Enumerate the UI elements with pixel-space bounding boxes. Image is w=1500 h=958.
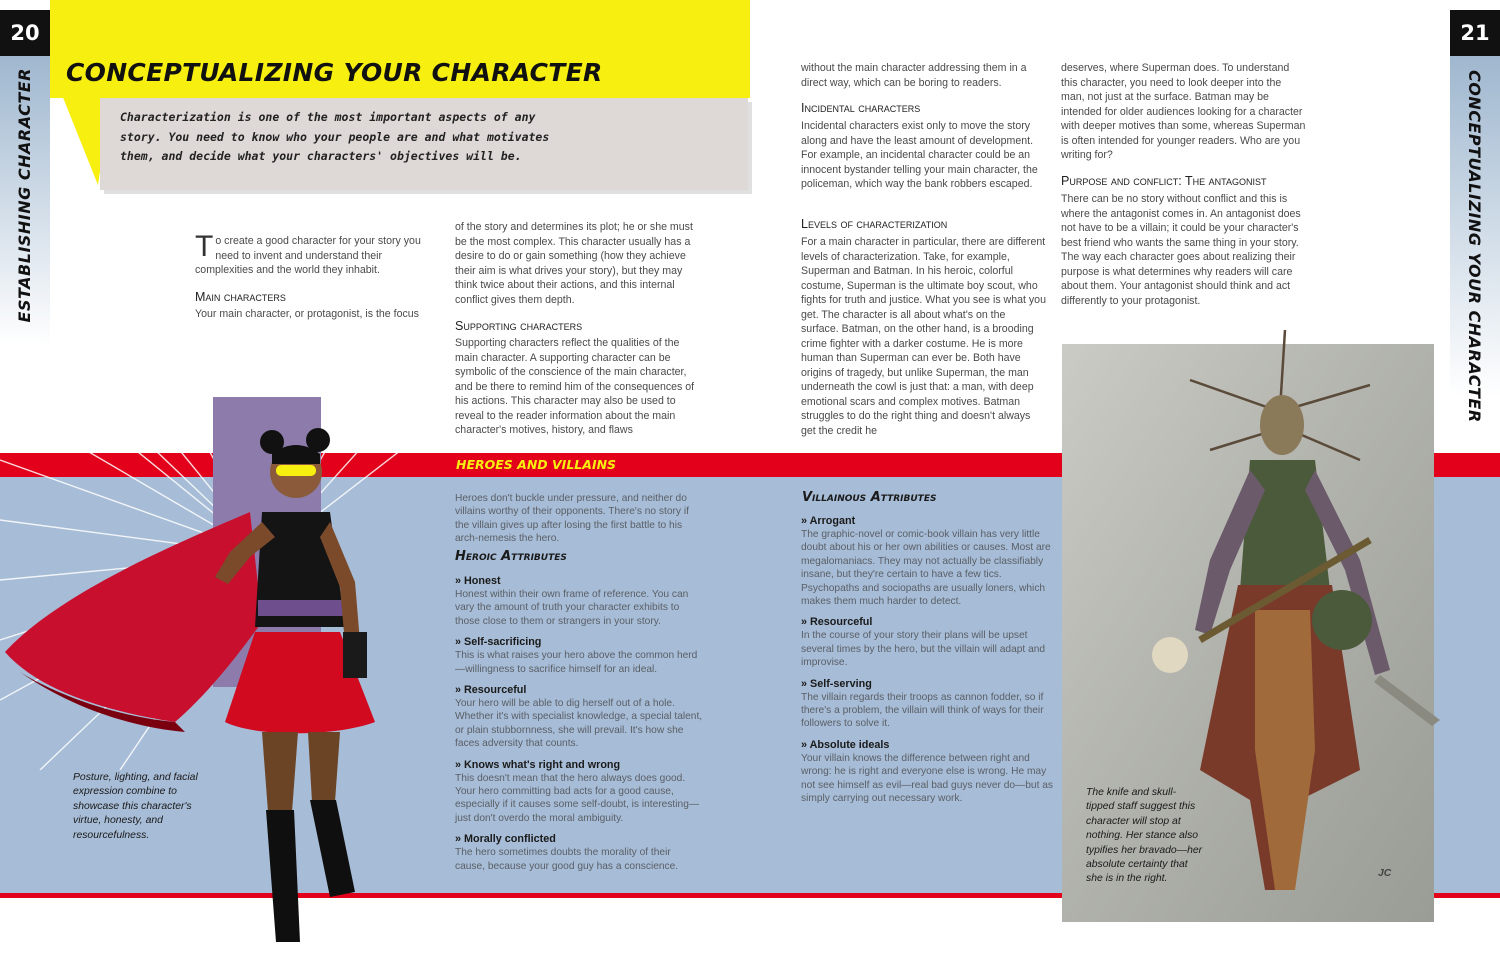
heroic-desc: Your hero will be able to dig herself out of a hole. Whether it's with specialist knowledge, a special talent, or plain stubbornness, she will prevail. It's how she faces adversity that counts.	[455, 698, 703, 750]
villainous-item	[801, 738, 1055, 806]
heroes-villains-title: HEROES AND VILLAINS	[456, 457, 617, 472]
page-title: CONCEPTUALIZING YOUR CHARACTER	[66, 58, 603, 87]
heroic-desc: Honest within their own frame of reference. You can vary the amount of truth your character exhibits to those close to them or strangers in your story.	[455, 589, 689, 627]
side-tab-right	[1450, 56, 1500, 423]
villainous-desc: Your villain knows the difference between right and wrong: he is right and everyone else is wrong. He may not see himself as evil—real bad guys never do—but as simply carrying out necessary work.	[801, 752, 1053, 805]
villainous-name: » Self-serving	[801, 677, 872, 690]
incidental-characters-heading: Incidental characters	[801, 101, 921, 115]
villainous-desc: The villain regards their troops as cannon fodder, so if there's a problem, the villain will think of ways for their followers to solve it.	[801, 691, 1044, 730]
heroic-desc: The hero sometimes doubts the morality of their cause, because your good guy has a conscience.	[455, 847, 679, 872]
dropcap: T	[195, 230, 214, 263]
intro-text: Characterization is one of the most important aspects of any story. You need to know who your people are and what motivates them, and decide what your characters' objectives will be.	[120, 110, 550, 163]
heroic-desc: This is what raises your hero above the common herd—willingness to sacrifice himself for an ideal.	[455, 650, 698, 675]
hero-caption: Posture, lighting, and facial expression combine to showcase this character's virtue, honesty, and resourcefulness.	[73, 772, 198, 841]
levels-text: For a main character in particular, there are different levels of characterization. Take, for example, Superman and Batman. In his heroic, colorful costume, Superman is the ultimate boy scout, who fights for truth and justice. What you see is what you get. The character is all about what's on the surface. Batman, on the other hand, is a brooding crime fighter with a darker costume. He is more human than Superman can ever be. Both have origins of tragedy, but unlike Superman, the man underneath the cowl is just that: a man, with deep emotional scars and complex motives. Batman struggles to do the right thing and doesn't always get the credit he	[801, 236, 1046, 437]
villainous-name: » Resourceful	[801, 616, 873, 629]
main-characters-heading: Main characters	[195, 290, 286, 304]
heroic-desc: This doesn't mean that the hero always does good. Your hero committing bad acts for a good cause, especially if it causes some self-doubt, is interesting—just don't overdo the moral ambiguity.	[455, 772, 700, 824]
heroic-name: » Knows what's right and wrong	[455, 758, 621, 771]
side-label-right: CONCEPTUALIZING YOUR CHARACTER	[1465, 70, 1484, 423]
heroic-name: » Honest	[455, 575, 501, 587]
villainous-desc: In the course of your story their plans will be upset several times by the hero, but the villain will adapt and improvise.	[801, 630, 1046, 669]
col1-intro	[195, 230, 431, 278]
villainous-item	[801, 514, 1055, 608]
page-number-right: 21	[1450, 10, 1500, 56]
heroic-item	[455, 683, 703, 751]
incidental-characters-text: Incidental characters exist only to move the story along and have the least amount of development. For example, an incidental character could be an innocent bystander telling your main character, the policeman, which way the bank robbers escaped.	[801, 120, 1038, 190]
heroic-name: » Morally conflicted	[455, 833, 556, 846]
heroes-villains-intro: Heroes don't buckle under pressure, and neither do villains worthy of their opponents. There's no story if the villain gives up after losing the first battle to his arch-nemesis the hero.	[455, 493, 689, 545]
heroic-item	[455, 832, 703, 873]
villainous-item	[801, 677, 1055, 731]
heroic-attributes-list	[455, 574, 703, 880]
col3-text: without the main character addressing them in a direct way, which can be boring to readers.	[801, 62, 1027, 89]
heroic-name: » Resourceful	[455, 684, 527, 697]
col4-text: deserves, where Superman does. To understand this character, you need to look deeper into the man, not just at the surface. Batman may be intended for older audiences looking for a character with deeper motives than some, whereas Superman is often intended for younger readers. Who are you writing for?	[1061, 62, 1306, 161]
villainous-attributes-title: Villainous Attributes	[802, 490, 937, 505]
villain-signature: JC	[1378, 868, 1392, 879]
heroic-attributes-title: Heroic Attributes	[455, 549, 567, 564]
hero-illustration	[0, 392, 380, 952]
villainous-item	[801, 615, 1055, 669]
side-tab-left	[0, 56, 50, 346]
purpose-text: There can be no story without conflict and this is where the antagonist comes in. An antagonist does not have to be a villain; it could be your character's best friend who wants the same thing in your story. The way each character goes about realizing their purpose is what determines why readers will care about them. Your antagonist should think and act differently to your protagonist.	[1061, 193, 1301, 307]
page-number-left: 20	[0, 10, 50, 56]
villainous-name: » Arrogant	[801, 515, 856, 527]
heroic-item	[455, 574, 703, 628]
supporting-characters-heading: Supporting characters	[455, 319, 583, 333]
supporting-characters-text: Supporting characters reflect the qualities of the main character. A supporting character can be symbolic of the conscience of the main character, and be there to remind him of the consequences of his actions. This character may also be used to reveal to the reader information about the main character's motives, history, and flaws	[455, 337, 695, 436]
col2-text: of the story and determines its plot; he or she must be the most complex. This character usually has a desire to do or gain something (how they achieve their aim is what drives your story), but they may think twice about their actions, and this internal conflict gives them depth.	[455, 221, 693, 306]
col1-intro-text: o create a good character for your story you need to invent and understand their complexities and the world they inhabit.	[195, 235, 421, 276]
purpose-heading: Purpose and conflict: The antagonist	[1061, 174, 1267, 188]
heroic-name: » Self-sacrificing	[455, 636, 542, 649]
main-characters-text: Your main character, or protagonist, is the focus	[195, 308, 419, 320]
levels-heading: Levels of characterization	[801, 217, 948, 231]
villainous-attributes-list	[801, 514, 1055, 813]
villainous-name: » Absolute ideals	[801, 738, 890, 751]
villainous-desc: The graphic-novel or comic-book villain has very little doubt about his or her own abilities or causes. Most are megalomaniacs. They may not actually be classifiably insane, but they're certain to have a few tics. Psychopaths and sociopaths are usually loners, which makes them much harder to detect.	[801, 529, 1051, 608]
side-label-left: ESTABLISHING CHARACTER	[15, 68, 34, 323]
villain-caption: The knife and skull-tipped staff suggest this character will stop at nothing. Her stance also typifies her bravado—her absolute certainty that she is in the right.	[1086, 787, 1203, 885]
heroic-item	[455, 635, 703, 676]
heroic-item	[455, 758, 703, 826]
